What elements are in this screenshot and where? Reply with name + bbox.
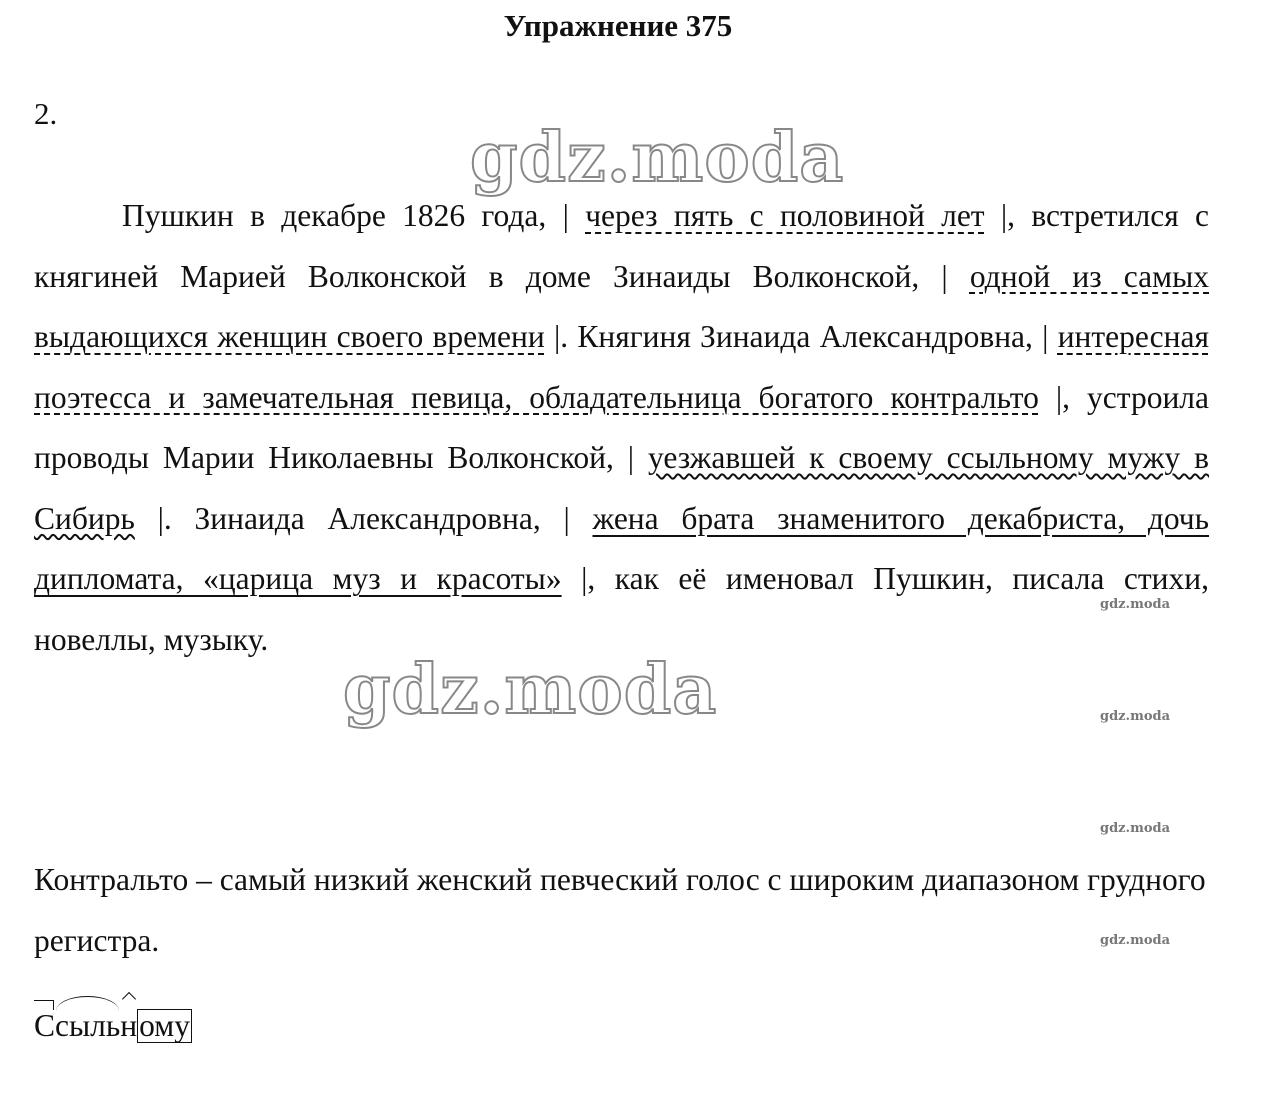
watermark-large: gdz.moda [343, 650, 718, 730]
participle-wavy: уезжавшей к своему ссыльному мужу в Сибирь [34, 440, 1210, 536]
task-number: 2. [34, 96, 58, 131]
text-segment: Пушкин в декабре 1826 года, | [122, 198, 586, 233]
main-paragraph [34, 186, 1209, 670]
text-segment: |, как её именовал Пушкин, писала стихи, новеллы, музыку. [34, 561, 1209, 657]
watermark-small: gdz.moda [1100, 709, 1171, 724]
suffix-mark: н [120, 1008, 138, 1043]
watermark-large: gdz.moda [470, 118, 845, 198]
appositive-dashed: через пять с половиной лет [585, 198, 985, 233]
text-segment: |. Княгиня Зинаида Александровна, | [544, 319, 1058, 354]
root-mark: сыль [55, 1008, 121, 1043]
text-segment: |, встретился с княгиней Марией Волконской в доме Зинаиды Волконской, | [34, 198, 1210, 294]
appositive-dashed: интересная поэтесса и замечательная певица, обладательница богатого контральто [34, 319, 1209, 415]
exercise-title: Упражнение 375 [503, 8, 733, 43]
appositive-dashed: одной из самых выдающихся женщин своего времени [34, 258, 1209, 354]
watermark-small: gdz.moda [1100, 933, 1171, 948]
prefix-mark: С [34, 1008, 56, 1043]
text-segment: |. Зинаида Александровна, | [134, 500, 593, 536]
text-segment: |, устроила проводы Марии Николаевны Волконской, | [34, 379, 1209, 475]
definition-text: Контральто – самый низкий женский певческий голос с широким диапазоном грудного регистра. [34, 862, 1206, 958]
appositive-solid: жена брата знаменитого декабриста, дочь дипломата, «царица муз и красоты» [34, 500, 1209, 596]
watermark-small: gdz.moda [1100, 821, 1171, 836]
word-morphemic-analysis [34, 1008, 192, 1044]
watermark-small: gdz.moda [1100, 597, 1171, 612]
ending-box: ому [139, 1008, 190, 1043]
